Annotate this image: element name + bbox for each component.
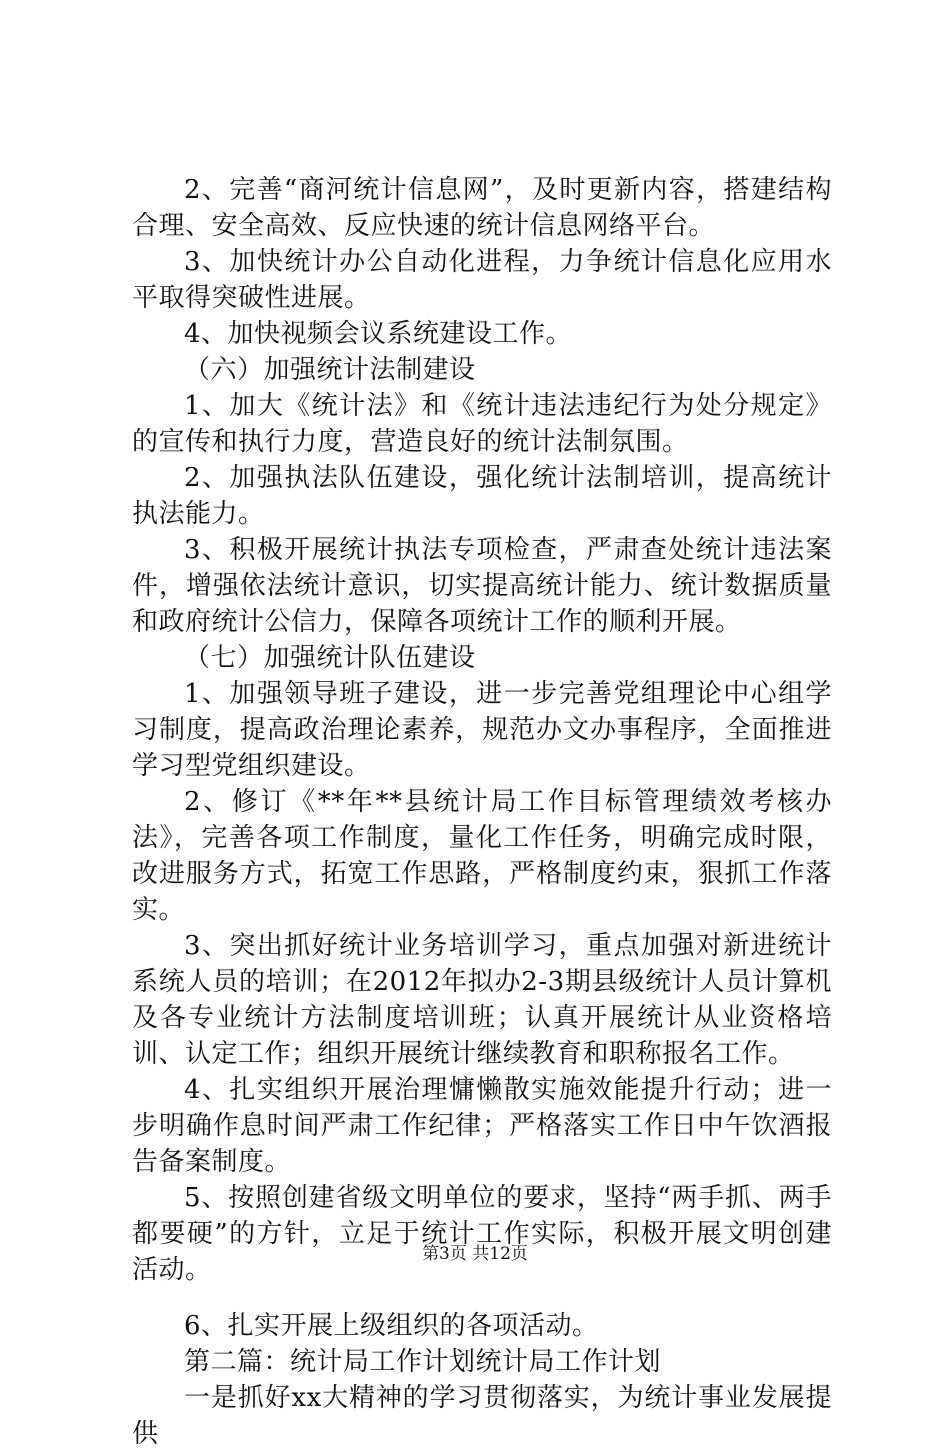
paragraph-10: 2、修订《**年**县统计局工作目标管理绩效考核办法》，完善各项工作制度，量化工作任务，明确完成时限，改进服务方式，拓宽工作思路，严格制度约束，狠抓工作落实。 [132,787,832,925]
paragraph-12: 4、扎实组织开展治理慵懒散实施效能提升行动；进一步明确作息时间严肃工作纪律；严格落实工作日中午饮酒报告备案制度。 [132,1075,832,1177]
paragraph-13: 5、按照创建省级文明单位的要求，坚持“两手抓、两手都要硬”的方针，立足于统计工作实际，积极开展文明创建活动。 [132,1183,832,1285]
paragraph-5: 1、加大《统计法》和《统计违法违纪行为处分规定》的宣传和执行力度，营造良好的统计法制氛围。 [132,391,832,457]
paragraph-1: 2、完善“商河统计信息网”，及时更新内容，搭建结构合理、安全高效、反应快速的统计信息网络平台。 [132,175,832,241]
page-number: 第3页 共12页 [422,1244,528,1264]
paragraph-11: 3、突出抓好统计业务培训学习，重点加强对新进统计系统人员的培训；在2012年拟办2-3期县级统计人员计算机及各专业统计方法制度培训班；认真开展统计从业资格培训、认定工作；组织开展统计继续教育和职称报名工作。 [132,931,832,1069]
chapter-title: 第二篇：统计局工作计划统计局工作计划 [184,1347,662,1377]
section-heading-6: （六）加强统计法制建设 [184,355,476,385]
paragraph-16: 一是抓好xx大精神的学习贯彻落实，为统计事业发展提供 [132,1383,832,1449]
section-heading-7: （七）加强统计队伍建设 [184,643,476,673]
paragraph-2: 3、加快统计办公自动化进程，力争统计信息化应用水平取得突破性进展。 [132,247,832,313]
paragraph-6: 2、加强执法队伍建设，强化统计法制培训，提高统计执法能力。 [132,463,832,529]
paragraph-14: 6、扎实开展上级组织的各项活动。 [184,1311,599,1341]
paragraph-9: 1、加强领导班子建设，进一步完善党组理论中心组学习制度，提高政治理论素养，规范办文办事程序，全面推进学习型党组织建设。 [132,679,832,781]
paragraph-3: 4、加快视频会议系统建设工作。 [184,319,573,349]
paragraph-7: 3、积极开展统计执法专项检查，严肃查处统计违法案件，增强依法统计意识，切实提高统计能力、统计数据质量和政府统计公信力，保障各项统计工作的顺利开展。 [132,535,832,637]
